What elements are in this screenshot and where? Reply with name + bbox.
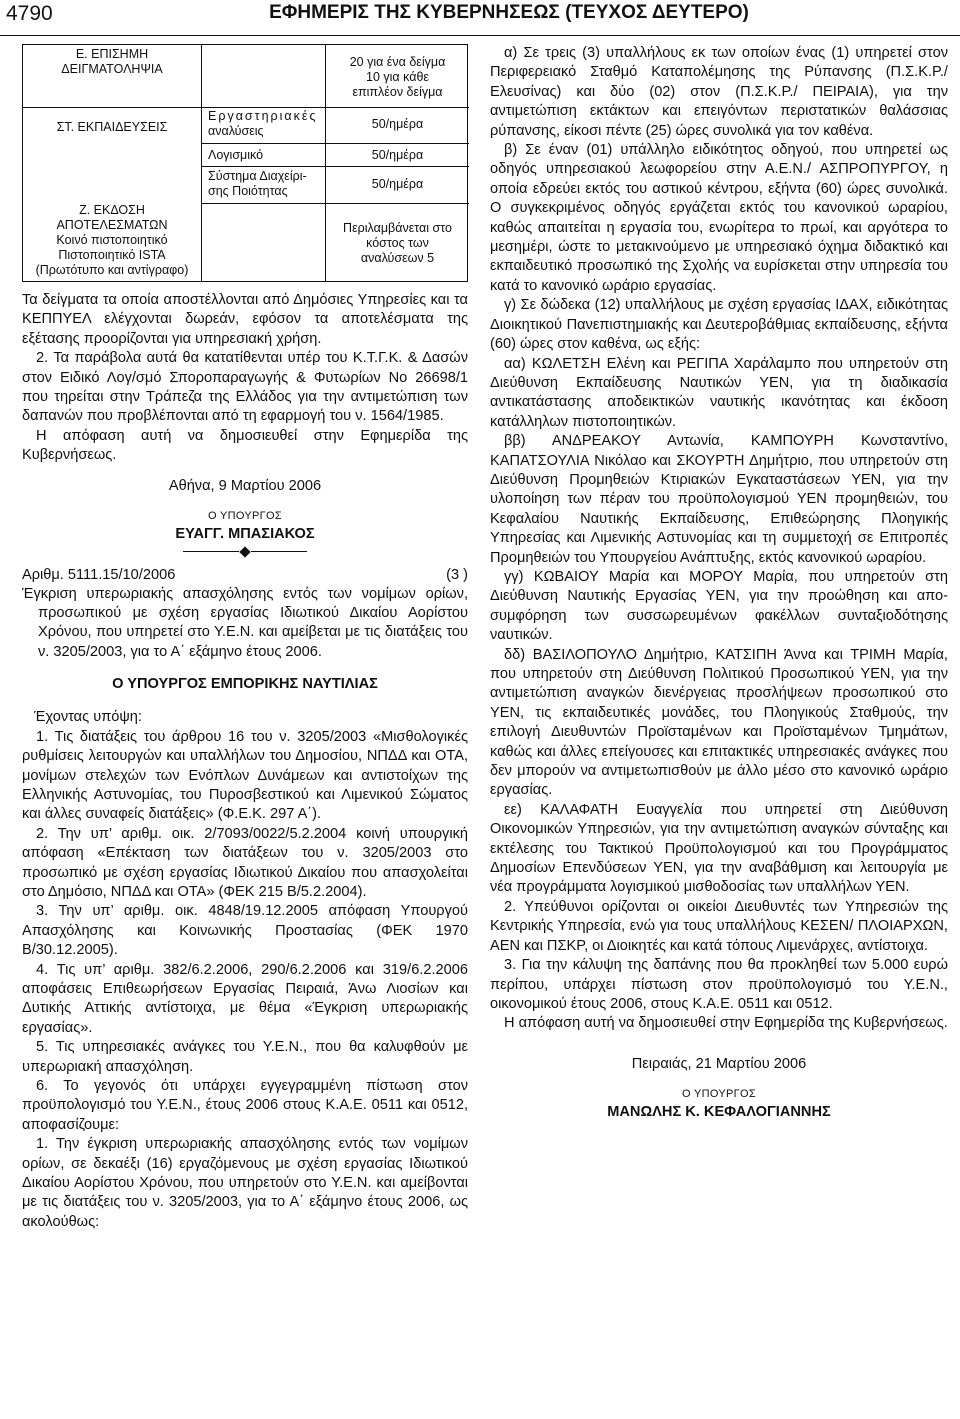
decision-subitem: εε) ΚΑΛΑΦΑΤΗ Ευαγγελία που υπηρετεί στη Διεύθυνση Οικονομικών Υπηρεσιών, για την αντιμετώπιση αναγκών σύνταξης και εκτέλεσης του Τακτικού Προϋπολογισμού και του Προγράμματος Δημοσίων Επενδύσεων ΥΕΝ, για την αναβάθμιση και λειτουργία με νέα προγράμματα λογισμικού μισθοδοσίας των υπαλλήλων ΥΕΝ. xyxy=(490,801,948,896)
row-divider xyxy=(202,143,325,144)
minister-label: Ο ΥΠΟΥΡΓΟΣ xyxy=(682,1087,756,1100)
row-divider xyxy=(326,143,469,144)
paragraph: Τα δείγματα τα οποία αποστέλλονται από Δημόσιες Υπηρεσίες και τα ΚΕΠΠΥΕΛ ελέγχονται δωρεάν, εφόσον τα αποτελέσματα της εξέτασης προορίζονται για υπηρεσιακή χρήση. xyxy=(22,292,468,347)
recital: 5. Τις υπηρεσιακές ανάγκες του Υ.Ε.Ν., που θα καλυφθούν με υπερωριακή απασχόληση. xyxy=(22,1039,468,1075)
paragraph: 3. Για την κάλυψη της δαπάνης που θα προκληθεί των 5.000 ευρώ περίπου, υπάρχει πίστωση στον προϋπολογισμό του Υ.Ε.Ν., οικονομικού έτους 2006, στους Κ.Α.Ε. 0511 και 0512. xyxy=(490,957,948,1012)
cell-r1a: 20 για ένα δείγμα xyxy=(349,55,446,69)
decision-subitem: δδ) ΒΑΣΙΛΟΠΟΥΛΟ Δημήτριο, ΚΑΤΣΙΠΗ Άννα και ΤΡΙΜΗ Μαρία, που υπηρετούν στη Διεύθυνση Πολιτικού Προσωπικού ΥΕΝ, για την αντιμετώπιση αναγκών διενέργειας προσλήψεων προσωπικού στο ΥΕΝ, τις εκπαιδευτικές μονάδες, του Πλοηγικούς Σταθμούς, την επιλογή Διευθυντών Προϊσταμένων και Προϊσταμένων Τμημάτων, καθώς και άλλες επείγουσες και επιτακτικές υπηρεσιακές ανάγκες που δεν μπορούν να αντιμετωπισθούν με άλλο μέσο στο κανονικό ωράριο εργασίας. xyxy=(490,646,948,799)
cell-r5a: Περιλαμβάνεται στο xyxy=(343,221,452,235)
recital: 3. Την υπ’ αριθμ. οικ. 4848/19.12.2005 απόφαση Υπουργού Απασχόλησης και Κοινωνικής Προστασίας (ΦΕΚ 1970 Β/30.12.2005). xyxy=(22,903,468,959)
recital: 1. Τις διατάξεις του άρθρου 16 του ν. 3205/2003 «Μισθολογικές ρυθμίσεις λειτουργών και υπαλλήλων του Δημοσίου, ΝΠΔΔ και ΟΤΑ, μονίμων στελεχών των Ενόπλων Δυνάμεων και αντιστοίχων της Ελληνικής Αστυνομίας, του Πυροσβεστικού και Λιμενικού Σώματος και άλλες συναφείς διατάξεις» (Φ.Ε.Κ. 297 Α΄). xyxy=(22,728,468,823)
cell-r5c: αναλύσεων 5 xyxy=(360,251,435,265)
paragraph: Η απόφαση αυτή να δημοσιευθεί στην Εφημερίδα της Κυβερνήσεως. xyxy=(22,427,468,464)
row-divider xyxy=(23,107,201,108)
recital: 6. Το γεγονός ότι υπάρχει εγγεγραμμένη πίστωση στον προϋπολογισμό του Υ.Ε.Ν., έτους 2006 στους Κ.Α.Ε. 0511 και 0512, αποφασίζουμε: xyxy=(22,1078,468,1133)
paragraph: Η απόφαση αυτή να δημοσιευθεί στην Εφημερίδα της Κυβερνήσεως. xyxy=(504,1015,948,1032)
gazette-title: ΕΦΗΜΕΡΙΣ ΤΗΣ ΚΥΒΕΡΝΗΣΕΩΣ (ΤΕΥΧΟΣ ΔΕΥΤΕΡΟ) xyxy=(269,2,749,23)
recital: 2. Την υπ’ αριθμ. οικ. 2/7093/0022/5.2.2004 κοινή υπουργική απόφαση «Επέκταση των διατάξεων του ν. 3205/2003 στο προσωπικό με σχέση εργασίας Ιδιωτικού Δικαίου που απασχολείται στο Δημόσιο, ΝΠΔΔ και ΟΤΑ» (ΦΕΚ 215 Β/5.2.2004). xyxy=(22,825,468,900)
recital: 4. Τις υπ’ αριθμ. 382/6.2.2006, 290/6.2.2006 και 319/6.2.2006 αποφάσεις Επιθεωρήσεων Εργασίας Πειραιά, Άνω Λιοσίων και Δυτικής Αττικής αντίστοιχα, με θέμα «Έγκριση υπερωριακής εργασίας». xyxy=(22,961,468,1036)
cell-e1: Ε. ΕΠΙΣΗΜΗ xyxy=(75,47,149,61)
signature-block xyxy=(22,478,468,542)
cell-a2: αναλύσεις xyxy=(208,124,264,138)
fees-table xyxy=(22,44,468,282)
cell-r1c: επιπλέον δείγμα xyxy=(352,85,443,99)
cell-r3: 50/ημέρα xyxy=(371,148,424,162)
cell-z3: Κοινό πιστοποιητικό xyxy=(56,233,168,247)
decision-title: Έγκριση υπερωριακής απασχόλησης εντός των νομίμων ορίων, προσωπικού με σχέση εργασίας Ιδιωτικού Δικαίου Αορίστου Χρόνου, που υπηρετεί στο Υ.Ε.Ν. και αμείβεται με τις διατάξεις του ν. 3205/2003, για το Α΄ εξάμηνο έτους 2006. xyxy=(22,585,468,660)
cell-c2: σης Ποιότητας xyxy=(208,184,288,198)
row-divider xyxy=(202,107,325,108)
cell-a1: Εργαστηριακές xyxy=(208,109,318,123)
right-column xyxy=(490,44,948,1120)
ministry-title: Ο ΥΠΟΥΡΓΟΣ ΕΜΠΟΡΙΚΗΣ ΝΑΥΤΙΛΙΑΣ xyxy=(112,676,378,693)
cell-r5b: κόστος των xyxy=(366,236,429,250)
left-column xyxy=(22,44,468,1232)
fees-table-col-category xyxy=(23,45,202,281)
fees-table-col-fee xyxy=(326,45,469,281)
decision-item: α) Σε τρεις (3) υπαλλήλους εκ των οποίων ένας (1) υπηρετεί στον Περιφερειακό Σταθμό Καταπολέμησης της Ρύπανσης (Π.Σ.Κ.Ρ./Ελευσίνας) και δύο (02) στον (Π.Σ.Κ.Ρ./ ΠΕΙΡΑΙΑ), για την αντιμετώπιση εκτάκτων και επειγόντων περιστατικών θαλάσσιας ρύπανσης, είκοσι πέντε (25) ώρες συνολικά για τον καθένα. xyxy=(490,45,948,139)
decision-subitem: αα) ΚΩΛΕΤΣΗ Ελένη και ΡΕΓΙΠΑ Χαράλαμπο που υπηρετούν στη Διεύθυνση Εκπαίδευσης Ναυτικών ΥΕΝ, για τη διαδικασία αντικατάστασης αποδεικτικών ναυτικής ικανότητας και έκδοση κατάλληλων πιστοποιητικών. xyxy=(490,355,948,430)
cell-st: ΣΤ. ΕΚΠΑΙΔΕΥΣΕΙΣ xyxy=(56,120,168,134)
having-regard: Έχοντας υπόψη: xyxy=(34,709,142,726)
page-header xyxy=(0,0,960,36)
paragraph: 2. Υπεύθυνοι ορίζονται οι οικείοι Διευθυντές των Υπηρεσιών της Κεντρικής Υπηρεσία, ενώ για τους υπαλλήλους ΚΕΣΕΝ/ ΠΛΟΙΑΡΧΩΝ, ΑΕΝ και ΠΣΚΡ, οι Διοικητές και κατά τόπους Λιμενάρχες, αντίστοιχα. xyxy=(490,898,948,954)
row-divider xyxy=(326,107,469,108)
place-date: Πειραιάς, 21 Μαρτίου 2006 xyxy=(631,1055,807,1072)
minister-label: Ο ΥΠΟΥΡΓΟΣ xyxy=(208,509,282,522)
minister-name: ΜΑΝΩΛΗΣ Κ. ΚΕΦΑΛΟΓΙΑΝΝΗΣ xyxy=(607,1103,831,1120)
decision-subitem: γγ) ΚΩΒΑΙΟΥ Μαρία και ΜΟΡΟΥ Μαρία, που υπηρετούν στη Διεύθυνση Ναυτικής Εργασίας ΥΕΝ, για την προώθηση και αποσυμφόρηση των συσσωρευμένων φακέλλων συνταξιοδότησης ναυτικών. xyxy=(490,568,948,644)
row-divider xyxy=(202,166,325,167)
place-date: Αθήνα, 9 Μαρτίου 2006 xyxy=(168,477,322,494)
decision-sequence: (3 ) xyxy=(446,566,468,583)
minister-name: ΕΥΑΓΓ. ΜΠΑΣΙΑΚΟΣ xyxy=(175,525,315,542)
cell-c1: Σύστημα Διαχείρι- xyxy=(208,169,307,183)
cell-r4: 50/ημέρα xyxy=(371,177,424,191)
cell-z4: Πιστοποιητικό ISTA xyxy=(58,248,166,262)
cell-e2: ΔΕΙΓΜΑΤΟΛΗΨΙΑ xyxy=(61,62,163,76)
row-divider xyxy=(326,203,469,204)
decision-item: γ) Σε δώδεκα (12) υπαλλήλους με σχέση εργασίας ΙΔΑΧ, ειδικότητας Διοικητικού Πανεπιστημιακής και Δευτεροβάθμιας εκπαίδευσης, εξήντα (60) ώρες στον καθένα, ως εξής: xyxy=(490,297,948,353)
section-divider xyxy=(22,548,468,556)
diamond-icon xyxy=(239,546,250,557)
cell-z1: Ζ. ΕΚΔΟΣΗ xyxy=(79,203,145,217)
decision-item: 1. Την έγκριση υπερωριακής απασχόλησης εντός των νομίμων ορίων, σε δεκαέξι (16) εργαζόμενους με σχέση εργασίας Ιδιωτικού Δικαίου Αορίστου Χρόνου, που υπηρετούν στο Υ.Ε.Ν. και αμείβονται με τις διατάξεις του ν. 3205/2003, για το Α΄ εξάμηνο έτους 2006, ως ακολούθως: xyxy=(22,1136,468,1230)
page-number: 4790 xyxy=(6,2,53,25)
signature-block xyxy=(490,1056,948,1120)
paragraph: 2. Τα παράβολα αυτά θα κατατίθενται υπέρ του Κ.Τ.Γ.Κ. & Δασών στον Ειδικό Λογ/σμό Σποροπαραγωγής & Φυτωρίων Νο 26698/1 που τηρείται στην Τράπεζα της Ελλάδος για την αντιμετώπιση των δαπανών που προβλέπονται από τη εφαρμογή του ν. 1564/1985. xyxy=(22,350,468,425)
cell-r2: 50/ημέρα xyxy=(371,117,424,131)
fees-table-col-item xyxy=(202,45,326,281)
cell-r1b: 10 για κάθε xyxy=(366,70,429,84)
cell-b: Λογισμικό xyxy=(208,148,264,162)
cell-z5: (Πρωτότυπο και αντίγραφο) xyxy=(35,263,189,277)
decision-reference xyxy=(22,566,468,585)
row-divider xyxy=(202,203,325,204)
decision-item: β) Σε έναν (01) υπάλληλο ειδικότητος οδηγού, που υπηρετεί ως οδηγός υπηρεσιακού λεωφορείου στην Α.Ε.Ν./ ΑΣΠΡΟΠΥΡΓΟΥ, η οποία εδρεύει εκτός του αστικού κέντρου, εξήντα (60) ώρες συνολικά. Ο συγκεκριμένος οδηγός εργάζεται εκτός του κανονικού ωραρίου, καθώς απαιτείται η εργασία του, ενωρίτερα το πρωί, και αργότερα το μεσημέρι, ώστε το μετακινούμενο με υπηρεσιακό όχημα διδακτικό και εκπαιδευτικό προσωπικό της Σχολής να ευρίσκεται στην υπηρεσία του κατά το κανονικό ωράριο εργασίας. xyxy=(490,142,948,294)
decision-subitem: ββ) ΑΝΔΡΕΑΚΟΥ Αντωνία, ΚΑΜΠΟΥΡΗ Κωνσταντίνο, ΚΑΠΑΤΣΟΥΛΙΑ Νικόλαο και ΣΚΟΥΡΤΗ Δημήτριο, που υπηρετούν στη Διεύθυνση Προμηθειών Κτιριακών Εγκαταστάσεων ΥΕΝ, για την υλοποίηση των πέραν του προϋπολογισμού ΥΕΝ προμηθειών, του Κεφαλαίου Ναυτικής Εκπαίδευσης, Επιθεώρησης Πλοηγικής Υπηρεσίας και Λιμενικής Αστυνομίας και τη συμμετοχή σε Επιτροπές Προμηθειών του Υπουργείου Ανάπτυξης, εκτός κανονικού ωραρίου. xyxy=(490,433,948,566)
row-divider xyxy=(326,166,469,167)
decision-number: Αριθμ. 5111.15/10/2006 xyxy=(22,566,176,583)
cell-z2: ΑΠΟΤΕΛΕΣΜΑΤΩΝ xyxy=(56,218,168,232)
